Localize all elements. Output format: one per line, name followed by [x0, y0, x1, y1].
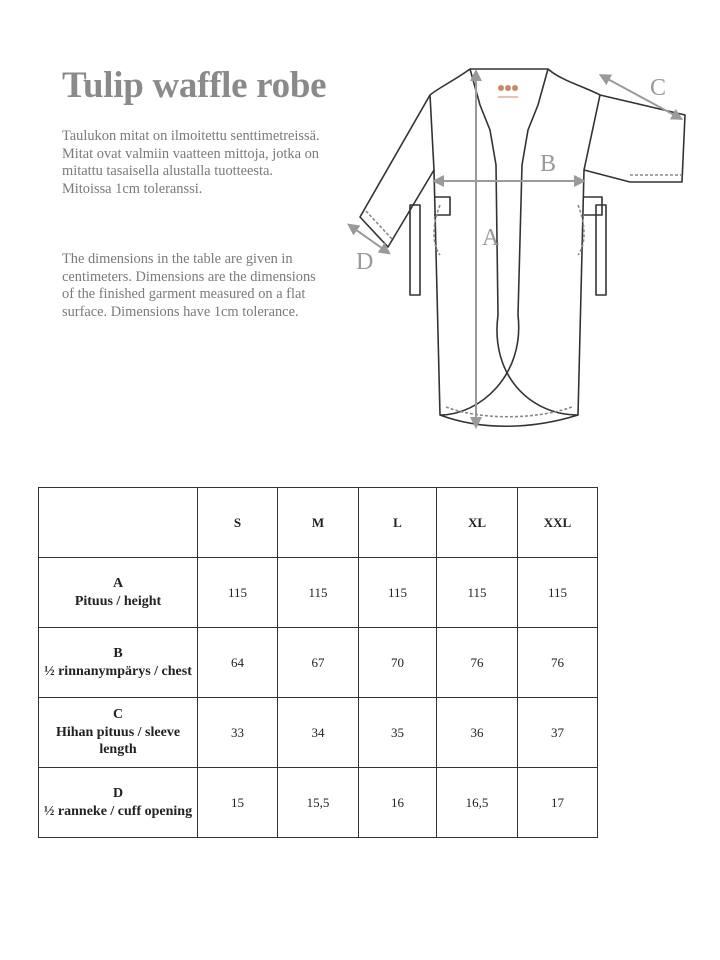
row-code: B [113, 646, 123, 661]
size-header: S [198, 488, 278, 558]
table-header-row [39, 488, 598, 558]
table-cell: 15 [198, 768, 278, 838]
table-cell: 34 [278, 698, 359, 768]
row-label [39, 768, 198, 838]
size-header: L [359, 488, 437, 558]
row-label [39, 628, 198, 698]
table-cell: 36 [437, 698, 518, 768]
table-cell: 115 [278, 558, 359, 628]
size-table [38, 487, 598, 838]
table-cell: 76 [437, 628, 518, 698]
corner-cell [39, 488, 198, 558]
row-name: Pituus / height [74, 593, 162, 609]
brand-label-icon [498, 85, 518, 97]
table-cell: 33 [198, 698, 278, 768]
table-cell: 16 [359, 768, 437, 838]
table-cell: 17 [518, 768, 598, 838]
table-cell: 37 [518, 698, 598, 768]
row-code: D [112, 786, 124, 801]
label-a: A [482, 225, 500, 251]
table-cell: 115 [437, 558, 518, 628]
table-row [39, 698, 598, 768]
row-name: ½ ranneke / cuff opening [43, 803, 193, 819]
row-code: C [112, 707, 124, 723]
table-cell: 115 [518, 558, 598, 628]
table-cell: 67 [278, 628, 359, 698]
page-title: Tulip waffle robe [62, 65, 327, 106]
row-name: ½ rinnanympärys / chest [44, 663, 192, 679]
table-cell: 115 [198, 558, 278, 628]
table-row [39, 628, 598, 698]
label-c: C [650, 75, 667, 101]
table-cell: 76 [518, 628, 598, 698]
row-code: A [112, 576, 124, 591]
size-header: M [278, 488, 359, 558]
size-header: XL [437, 488, 518, 558]
table-cell: 35 [359, 698, 437, 768]
table-cell: 115 [359, 558, 437, 628]
measure-c-arrow [604, 77, 678, 117]
robe-measurement-diagram [340, 55, 720, 455]
table-cell: 70 [359, 628, 437, 698]
robe-outline [360, 69, 685, 426]
table-cell: 16,5 [437, 768, 518, 838]
row-name: Hihan pituus / sleeve length [55, 724, 181, 758]
description-finnish: Taulukon mitat on ilmoitettu senttimetreissä. Mitat ovat valmiin vaatteen mittoja, jotka on mitattu tasaisella alustalla tuotteesta. Mitoissa 1cm toleranssi. [62, 128, 320, 197]
row-label [39, 558, 198, 628]
table-cell: 64 [198, 628, 278, 698]
table-cell: 15,5 [278, 768, 359, 838]
description-english: The dimensions in the table are given in centimeters. Dimensions are the dimensions of the finished garment measured on a flat surface. Dimensions have 1cm tolerance. [62, 251, 316, 320]
size-header: XXL [518, 488, 598, 558]
table-row [39, 558, 598, 628]
label-d: D [356, 249, 374, 275]
label-b: B [540, 151, 557, 177]
table-row [39, 768, 598, 838]
row-label [39, 698, 198, 768]
